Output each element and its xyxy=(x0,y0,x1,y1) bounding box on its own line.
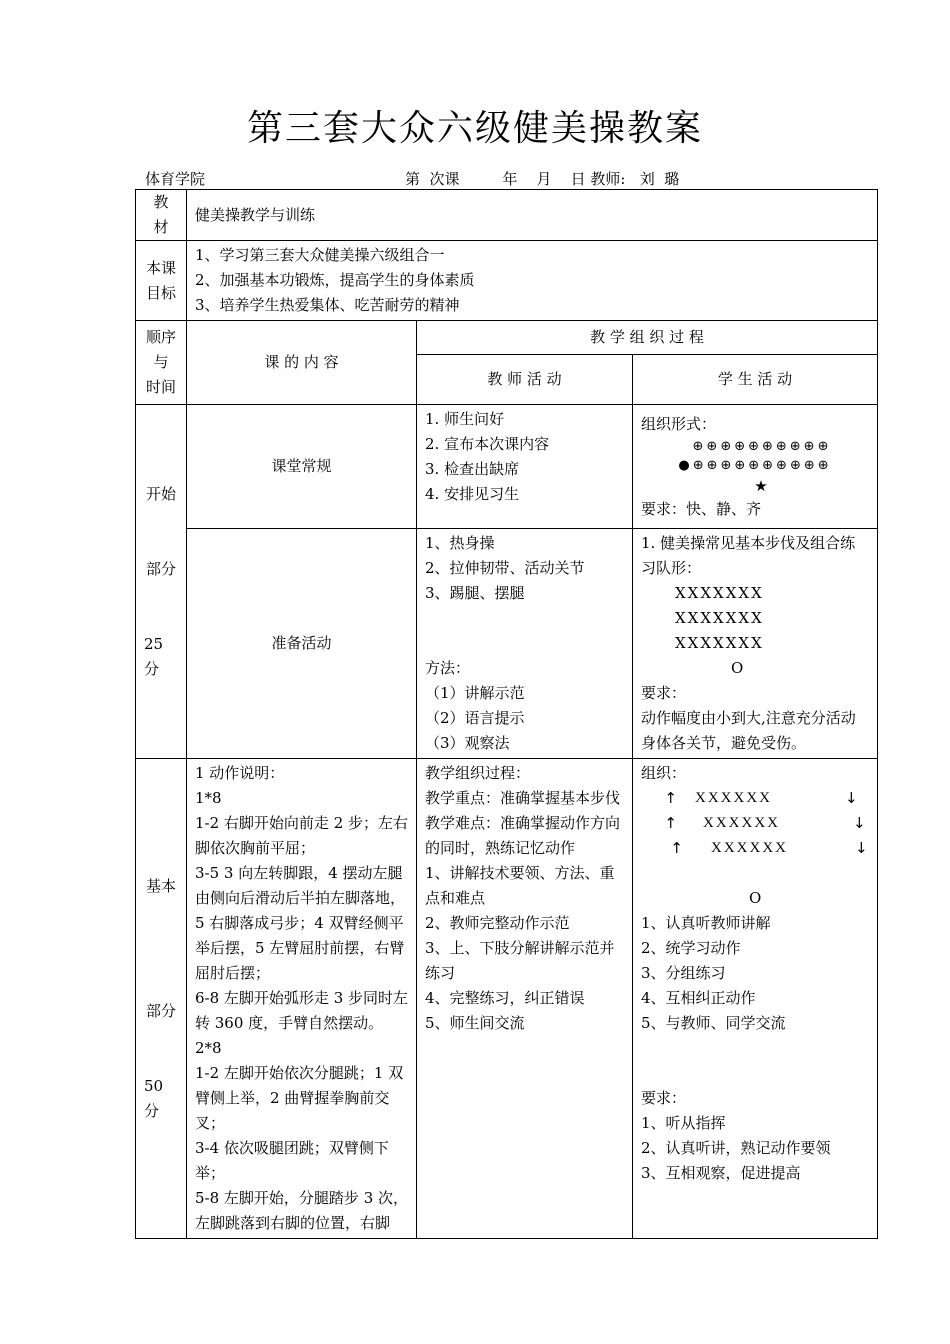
warmup-row xyxy=(136,529,878,759)
routine-student: 组织形式： ⊕⊕⊕⊕⊕⊕⊕⊕⊕⊕ ●⊕⊕⊕⊕⊕⊕⊕⊕⊕⊕ ★ 要求：快、静、齐 xyxy=(633,405,878,529)
formation-row: ↑ XXXXXX ↓ xyxy=(641,836,869,861)
arrow-down-icon: ↓ xyxy=(845,789,858,807)
arrow-up-icon: ↑ xyxy=(664,789,677,807)
formation-row: XXXXXXX xyxy=(675,584,764,602)
goals-row xyxy=(136,241,878,321)
arrow-up-icon: ↑ xyxy=(670,839,683,857)
basic-teacher: 教学组织过程： 教学重点：准确掌握基本步伐 教学难点：准确掌握动作方向的同时，熟练记忆动作 1、讲解技术要领、方法、重点和难点 2、教师完整动作示范 3、上、下肢分解讲解示范并练习 4、完整练习，纠正错误 5、师生间交流 xyxy=(417,759,633,1239)
goal-item: 2、加强基本功锻炼，提高学生的身体素质 xyxy=(195,271,475,289)
formation-row: XXXXXXX xyxy=(675,634,764,652)
teacher-position: O xyxy=(731,659,744,677)
formation-row: ↑ XXXXXX ↓ xyxy=(641,811,869,836)
arrow-down-icon: ↓ xyxy=(853,814,866,832)
goal-item: 3、培养学生热爱集体、吃苦耐劳的精神 xyxy=(195,296,460,314)
goal-item: 1、学习第三套大众健美操六级组合一 xyxy=(195,246,445,264)
page-title: 第三套大众六级健美操教案 xyxy=(246,108,703,149)
routine-content: 课堂常规 xyxy=(187,405,417,529)
material-value: 健美操教学与训练 xyxy=(187,190,878,241)
teacher-activity-header: 教 师 活 动 xyxy=(417,355,633,405)
formation-row: XXXXXXX xyxy=(675,609,764,627)
header-row-1 xyxy=(136,321,878,355)
basic-row xyxy=(136,759,878,1239)
class-info: 第 次课 年 月 日 教师: 刘 璐 xyxy=(405,170,680,188)
start-section-label: 开始 部分 25 分 xyxy=(136,405,187,759)
formation-row: ●⊕⊕⊕⊕⊕⊕⊕⊕⊕⊕ xyxy=(678,457,832,473)
teacher-position: O xyxy=(749,889,762,907)
arrow-up-icon: ↑ xyxy=(664,814,677,832)
goals-label: 本课 目标 xyxy=(136,241,187,321)
basic-content: 1 动作说明： 1*8 1-2 右脚开始向前走 2 步；左右脚依次胸前平屈； 3-5 3 向左转脚跟，4 摆动左腿由侧向后滑动后半拍左脚落地，5 右脚落成弓步；4 双臂经侧平举后摆，5 左臂屈肘前摆，右臂屈肘后摆； 6-8 左脚开始弧形走 3 步同时左转 360 度，手臂自然摆动。 2*8 1-2 左脚开始依次分腿跳；1 双臂侧上举，2 曲臂握拳胸前交叉； 3-4 依次吸腿团跳；双臂侧下举； 5-8 左脚开始，分腿踏步 3 次，左脚跳落到右脚的位置，右脚 xyxy=(187,759,417,1239)
content-header: 课 的 内 容 xyxy=(187,321,417,405)
routine-teacher: 1. 师生问好 2. 宣布本次课内容 3. 检查出缺席 4. 安排见习生 xyxy=(417,405,633,529)
formation-row: ⊕⊕⊕⊕⊕⊕⊕⊕⊕⊕ xyxy=(692,438,832,454)
order-time-header: 顺序 与 时间 xyxy=(136,321,187,405)
warmup-teacher: 1、热身操 2、拉伸韧带、活动关节 3、踢腿、摆腿 方法： （1）讲解示范 （2）语言提示 （3）观察法 xyxy=(417,529,633,759)
material-label: 教 材 xyxy=(136,190,187,241)
process-header: 教 学 组 织 过 程 xyxy=(417,321,878,355)
warmup-student: 1. 健美操常见基本步伐及组合练习队形： XXXXXXX XXXXXXX XXXXXXX O 要求： 动作幅度由小到大,注意充分活动身体各关节，避免受伤。 xyxy=(633,529,878,759)
basic-section-label: 基本 部分 50 分 xyxy=(136,759,187,1239)
basic-student: 组织： ↑ XXXXXX ↓ ↑ XXXXXX ↓ ↑ XXXXXX ↓ O 1、认真听教师讲解 2、统学习动作 3、分组练习 4、互相纠正动作 5、与教师、同学交流 要求： 1、听从指挥 2、认真听讲，熟记动作要领 3、互相观察，促进提高 xyxy=(633,759,878,1239)
school-name: 体育学院 xyxy=(145,170,206,188)
material-row xyxy=(136,190,878,241)
student-activity-header: 学 生 活 动 xyxy=(633,355,878,405)
routine-row xyxy=(136,405,878,529)
warmup-content: 准备活动 xyxy=(187,529,417,759)
goals-list xyxy=(187,241,878,321)
formation-row: ↑ XXXXXX ↓ xyxy=(641,786,869,811)
star-icon: ★ xyxy=(754,476,768,495)
arrow-down-icon: ↓ xyxy=(855,839,868,857)
lesson-plan-table xyxy=(135,189,878,1239)
